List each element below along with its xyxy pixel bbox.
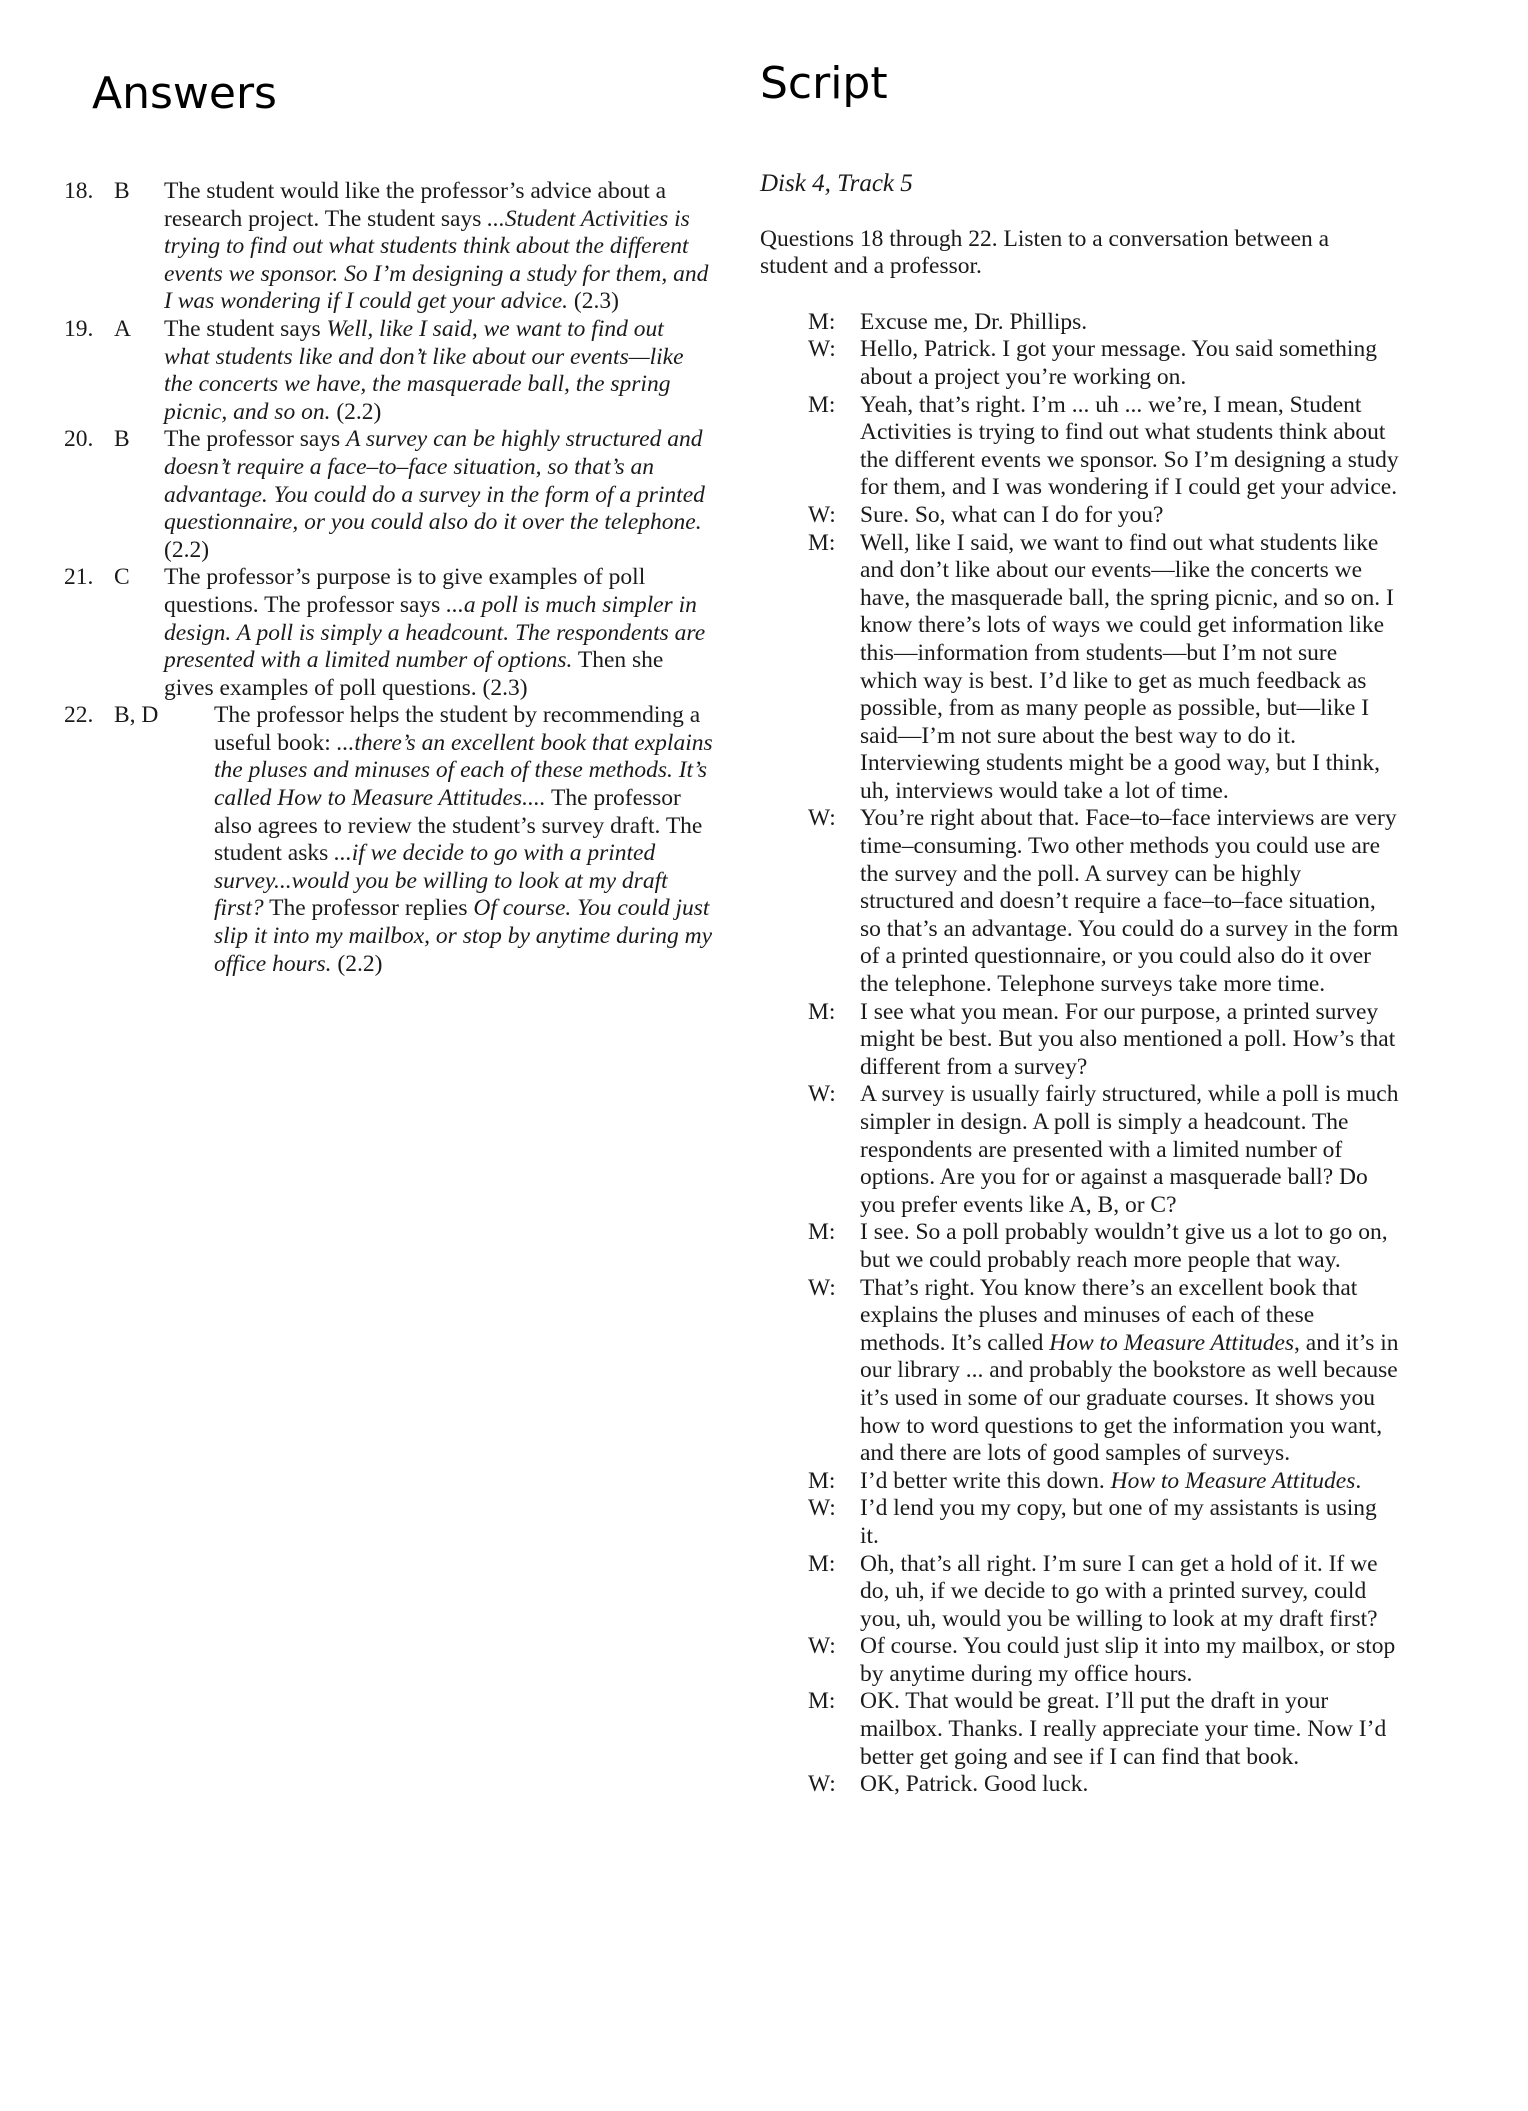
utterance-text: Hello, Patrick. I got your message. You said something about a project you’re working on. — [860, 336, 1377, 390]
dialogue-line — [808, 999, 1400, 1082]
utterance — [860, 502, 1400, 530]
answer-item — [64, 178, 714, 316]
utterance-italic-quote: How to Measure Attitudes — [1049, 1329, 1295, 1356]
answer-number: 22. — [64, 702, 94, 729]
answer-explanation — [164, 426, 714, 564]
utterance-text: OK. That would be great. I’ll put the draft in your mailbox. Thanks. I really appreciate your time. Now I’d better get going and see if I can find that book. — [860, 1688, 1387, 1770]
dialogue — [760, 309, 1400, 1799]
speaker-label: M: — [808, 1550, 836, 1577]
answer-explanation-text: The professor says — [164, 426, 347, 453]
utterance — [860, 336, 1400, 391]
speaker-label: W: — [808, 1633, 836, 1660]
answer-letter: B — [114, 178, 130, 204]
utterance-text: I see. So a poll probably wouldn’t give us a lot to go on, but we could probably reach more people that way. — [860, 1219, 1388, 1273]
speaker-label: W: — [808, 805, 836, 832]
answer-explanation-text: (2.2) — [330, 398, 382, 425]
utterance-text: . — [1355, 1467, 1362, 1494]
dialogue-line — [808, 336, 1400, 391]
dialogue-line — [808, 530, 1400, 806]
answer-number: 20. — [64, 426, 94, 453]
answer-letter: A — [114, 315, 131, 342]
speaker-label: W: — [808, 336, 836, 363]
answer-explanation-text: (2.2) — [331, 950, 383, 977]
answer-explanation-italic-quote: ...there’s an excellent book that explains the pluses and minuses of each of these methods. It’s called How to Measure Attitudes.... — [214, 729, 713, 812]
answer-explanation-italic-quote: ...Student Activities is trying to find out what students think about the different events we sponsor. So I’m designing a study for them, and I was wondering if I could get your advice. — [164, 205, 709, 315]
dialogue-line — [808, 1551, 1400, 1634]
answer-explanation — [164, 178, 714, 316]
utterance — [860, 1219, 1400, 1274]
utterance-text: Excuse me, Dr. Phillips. — [860, 308, 1088, 335]
answer-explanation-text: (2.2) — [164, 536, 210, 563]
utterance-text: I see what you mean. For our purpose, a printed survey might be best. But you also mentioned a poll. How’s that different from a survey? — [860, 998, 1396, 1080]
speaker-label: M: — [808, 998, 836, 1025]
utterance-text: That’s right. You know there’s an excellent book that explains the pluses and minuses of each of these methods. It’s called — [860, 1274, 1358, 1356]
answer-explanation-italic-quote: Well, like I said, we want to find out what students like and don’t like about our events—like the concerts we have, the masquerade ball, the spring picnic, and so on. — [164, 315, 684, 425]
utterance-text: Oh, that’s all right. I’m sure I can get a hold of it. If we do, uh, if we decide to go with a printed survey, could you, uh, would you be willing to look at my draft first? — [860, 1550, 1378, 1632]
dialogue-line — [808, 309, 1400, 337]
dialogue-line — [808, 1219, 1400, 1274]
speaker-label: W: — [808, 1081, 836, 1108]
utterance-text: Of course. You could just slip it into my mailbox, or stop by anytime during my office hours. — [860, 1633, 1396, 1687]
answer-number: 18. — [64, 178, 94, 204]
utterance-italic-quote: How to Measure Attitudes — [1110, 1467, 1356, 1494]
dialogue-line — [808, 1633, 1400, 1688]
answers-column — [64, 178, 714, 978]
utterance-text: I’d better write this down. — [860, 1467, 1111, 1494]
utterance — [860, 1633, 1400, 1688]
answer-explanation-italic-quote: ...a poll is much simpler in design. A poll is simply a headcount. The respondents are presented with a limited number of options. — [164, 591, 706, 674]
answer-item — [64, 316, 714, 426]
answer-explanation-text: The professor also agrees to review the student’s survey draft. The student asks — [214, 785, 703, 867]
utterance — [860, 999, 1400, 1082]
dialogue-line — [808, 805, 1400, 998]
speaker-label: M: — [808, 1688, 836, 1715]
utterance — [860, 309, 1400, 337]
answers-heading: Answers — [92, 68, 277, 119]
answer-explanation — [164, 316, 714, 426]
speaker-label: W: — [808, 1495, 836, 1522]
utterance — [860, 1551, 1400, 1634]
utterance-text: Well, like I said, we want to find out what students like and don’t like about our events—like the concerts we have, the masquerade ball, the spring picnic, and so on. I know there’s lots of ways we could get information like this—information from students—but I’m not sure which way is best. I’d like to get as much feedback as possible, from as many people as possible, but—like I said—I’m not sure about the best way to do it. Interviewing students might be a good way, but I think, uh, interviews would take a lot of time. — [860, 529, 1394, 804]
script-heading: Script — [760, 58, 888, 109]
answer-explanation-text: The student would like the professor’s advice about a research project. The student says — [164, 178, 667, 232]
dialogue-line — [808, 1495, 1400, 1550]
utterance — [860, 530, 1400, 806]
speaker-label: W: — [808, 501, 836, 528]
answer-explanation-text: The student says — [164, 315, 327, 342]
speaker-label: W: — [808, 1274, 836, 1301]
speaker-label: M: — [808, 391, 836, 418]
answer-explanation-text: (2.3) — [568, 288, 619, 315]
utterance — [860, 1081, 1400, 1219]
speaker-label: M: — [808, 1219, 836, 1246]
answer-explanation — [214, 702, 714, 978]
utterance — [860, 1275, 1400, 1468]
utterance — [860, 1468, 1400, 1496]
answer-letter: C — [114, 564, 130, 591]
answer-letter: B — [114, 426, 130, 453]
dialogue-line — [808, 502, 1400, 530]
speaker-label: M: — [808, 308, 836, 335]
answer-item — [64, 426, 714, 564]
utterance-text: , and it’s in our library ... and probably the bookstore as well because it’s used in some of our graduate courses. It shows you how to word questions to get the information you want, and there are lots of good samples of surveys. — [860, 1329, 1399, 1467]
dialogue-line — [808, 1081, 1400, 1219]
dialogue-line — [808, 1688, 1400, 1771]
dialogue-line — [808, 1468, 1400, 1496]
answer-explanation-italic-quote: A survey can be highly structured and doesn’t require a face–to–face situation, so that’s an advantage. You could do a survey in the form of a printed questionnaire, or you could also do it over the telephone. — [164, 426, 705, 536]
answer-item — [64, 564, 714, 702]
answer-explanation — [164, 564, 714, 702]
utterance-text: Sure. So, what can I do for you? — [860, 501, 1164, 528]
utterance — [860, 392, 1400, 502]
script-column — [760, 170, 1400, 1799]
utterance — [860, 1688, 1400, 1771]
utterance-text: I’d lend you my copy, but one of my assistants is using it. — [860, 1495, 1377, 1549]
utterance — [860, 1495, 1400, 1550]
utterance-text: A survey is usually fairly structured, while a poll is much simpler in design. A poll is simply a headcount. The respondents are presented with a limited number of options. Are you for or against a masquerade ball? Do you prefer events like A, B, or C? — [860, 1081, 1399, 1218]
answer-explanation-text: The professor replies — [263, 895, 474, 922]
answer-item — [64, 702, 714, 978]
answer-explanation-text: The professor helps the student by recommending a useful book: — [214, 702, 701, 756]
dialogue-line — [808, 392, 1400, 502]
utterance — [860, 805, 1400, 998]
dialogue-line — [808, 1275, 1400, 1468]
utterance — [860, 1771, 1400, 1799]
script-intro: Questions 18 through 22. Listen to a conversation between a student and a professor. — [760, 225, 1330, 280]
answer-explanation-italic-quote: Of course. You could just slip it into my mailbox, or stop by anytime during my office hours. — [214, 895, 713, 977]
answer-number: 19. — [64, 315, 94, 342]
answer-explanation-text: Then she gives examples of poll questions. (2.3) — [164, 647, 664, 701]
track-label: Disk 4, Track 5 — [760, 170, 913, 197]
dialogue-line — [808, 1771, 1400, 1799]
answer-letter: B, D — [114, 702, 159, 729]
answer-explanation-text: The professor’s purpose is to give examples of poll questions. The professor says — [164, 564, 646, 618]
answer-number: 21. — [64, 564, 94, 591]
speaker-label: M: — [808, 529, 836, 556]
speaker-label: M: — [808, 1467, 836, 1494]
utterance-text: Yeah, that’s right. I’m ... uh ... we’re, I mean, Student Activities is trying to find out what students think about the different events we sponsor. So I’m designing a study for them, and I was wondering if I could get your advice. — [860, 391, 1399, 501]
answer-explanation-italic-quote: ...if we decide to go with a printed survey...would you be willing to look at my draft first? — [214, 840, 668, 922]
utterance-text: You’re right about that. Face–to–face interviews are very time–consuming. Two other methods you could use are the survey and the poll. A survey can be highly structured and doesn’t require a face–to–face situation, so that’s an advantage. You could do a survey in the form of a printed questionnaire, or you could also do it over the telephone. Telephone surveys take more time. — [860, 805, 1399, 998]
speaker-label: W: — [808, 1771, 836, 1798]
utterance-text: OK, Patrick. Good luck. — [860, 1771, 1089, 1798]
